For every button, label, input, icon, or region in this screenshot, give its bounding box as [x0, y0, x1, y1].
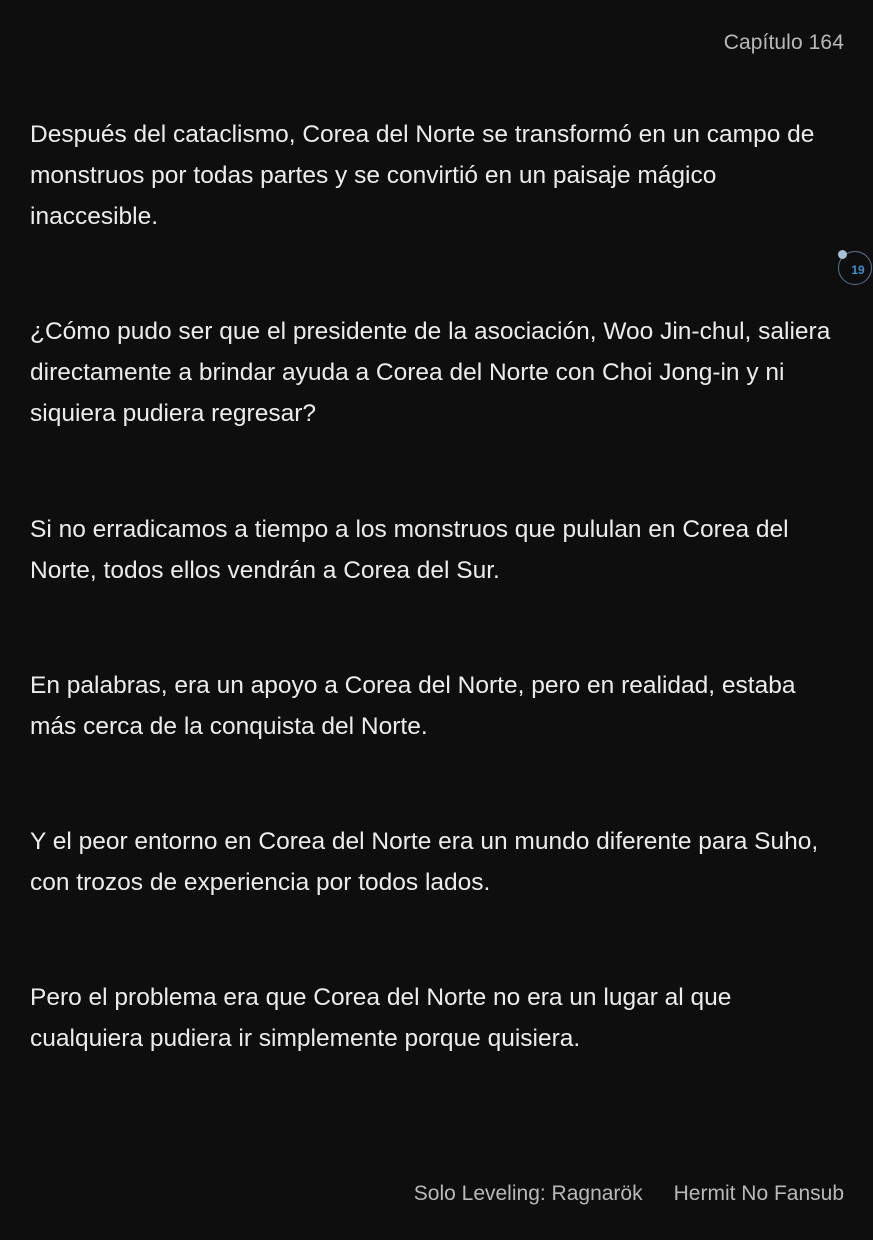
- footer: [414, 1182, 844, 1206]
- page-indicator-button[interactable]: [838, 251, 872, 285]
- footer-credit: Hermit No Fansub: [673, 1182, 844, 1205]
- footer-series-title: Solo Leveling: Ragnarök: [413, 1182, 643, 1205]
- paragraph: Y el peor entorno en Corea del Norte era un mundo diferente para Suho, con trozos de experiencia por todos lados.: [30, 828, 819, 896]
- indicator-dot-icon: [838, 250, 847, 259]
- chapter-label: Capítulo 164: [723, 31, 844, 54]
- chapter-text: [30, 114, 845, 1133]
- paragraph: Si no erradicamos a tiempo a los monstruos que pululan en Corea del Norte, todos ellos vendrán a Corea del Sur.: [30, 516, 789, 584]
- paragraph: Después del cataclismo, Corea del Norte se transformó en un campo de monstruos por todas partes y se convirtió en un paisaje mágico inaccesible.: [30, 121, 815, 230]
- page-indicator-number: 19: [851, 262, 865, 277]
- paragraph: Pero el problema era que Corea del Norte no era un lugar al que cualquiera pudiera ir simplemente porque quisiera.: [30, 984, 732, 1052]
- paragraph: En palabras, era un apoyo a Corea del Norte, pero en realidad, estaba más cerca de la conquista del Norte.: [30, 672, 796, 740]
- paragraph: ¿Cómo pudo ser que el presidente de la asociación, Woo Jin-chul, saliera directamente a brindar ayuda a Corea del Norte con Choi Jong-in y ni siquiera pudiera regresar?: [30, 318, 831, 427]
